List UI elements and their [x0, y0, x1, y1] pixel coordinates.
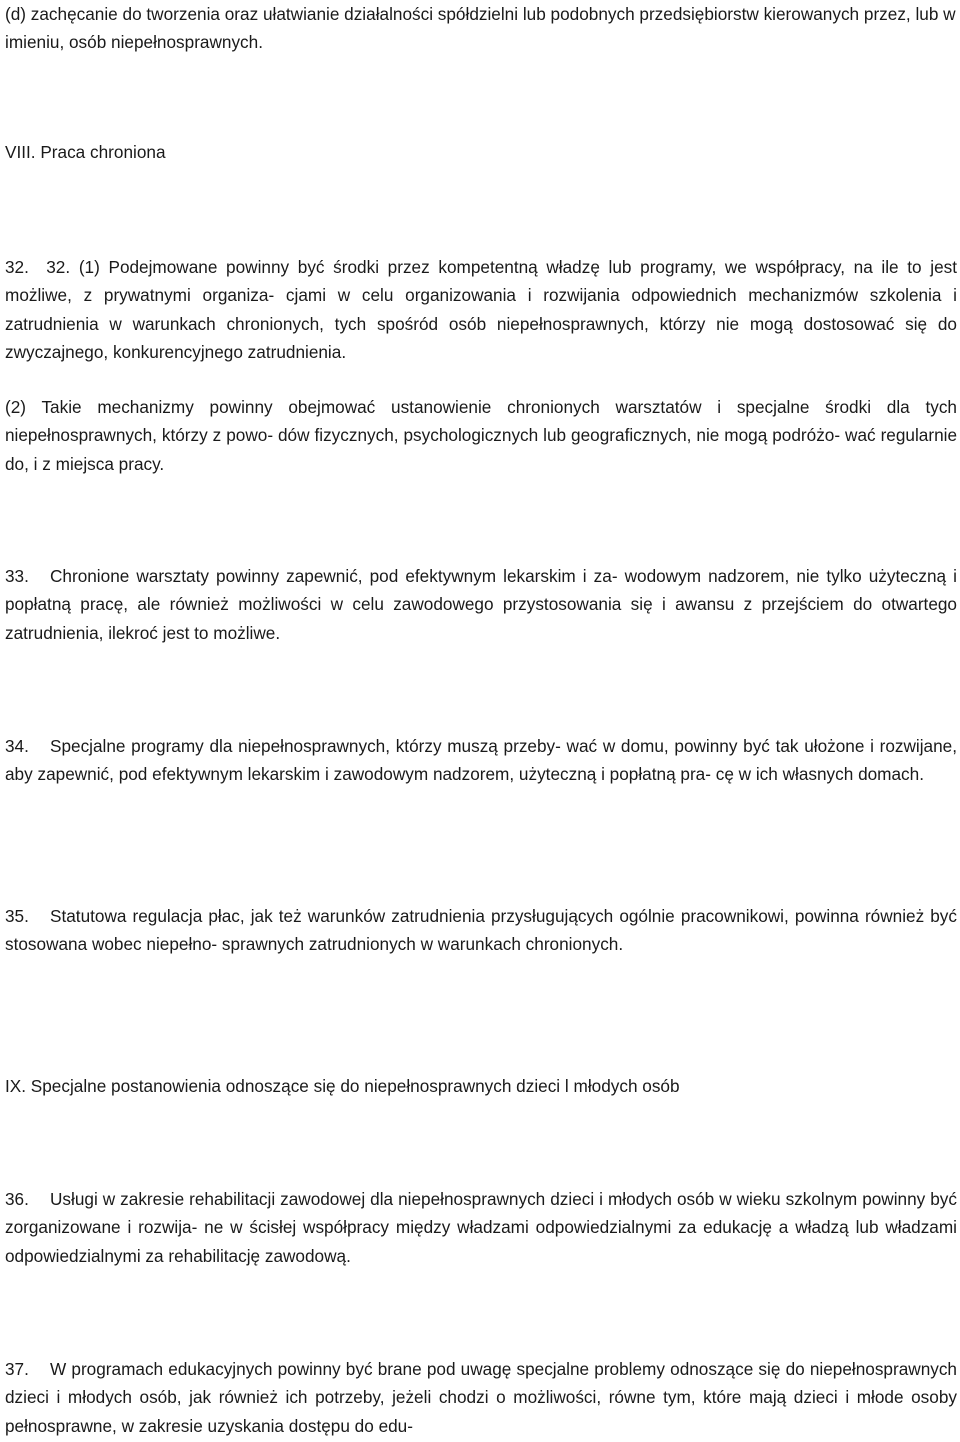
paragraph-36-text: Usługi w zakresie rehabilitacji zawodowej dla niepełnosprawnych dzieci i młodych osób w wieku szkolnym powinny być zorganizowane i rozwija- ne w ścisłej współpracy między władzami odpowiedzialnymi za edukację a władzą lub władzami odpowiedzialnymi za rehabilitację zawodową.	[5, 1189, 957, 1266]
paragraph-32-number: 32.	[46, 257, 71, 277]
paragraph-34-text: Specjalne programy dla niepełnosprawnych, którzy muszą przeby- wać w domu, powinny być tak ułożone i rozwijane, aby zapewnić, pod efektywnym lekarskim i zawodowym nadzorem, użyteczną i popłatną pra- cę w ich własnych domach.	[5, 736, 957, 785]
paragraph-33-text: Chronione warsztaty powinny zapewnić, pod efektywnym lekarskim i za- wodowym nadzorem, nie tylko użyteczną i popłatną pracę, ale również możliwości w celu zawodowego przystosowania się i awansu z przejściem do otwartego zatrudnienia, ilekroć jest to możliwe.	[5, 566, 957, 643]
paragraph-32-part-1-text: (1) Podejmowane powinny być środki przez kompetentną władzę lub programy, we współpracy, na ile to jest możliwe, z prywatnymi organiza- cjami w celu organizowania i rozwijania odpowiednich mechanizmów szkolenia i zatrudnienia w warunkach chronionych, tych spośród osób niepełnosprawnych, którzy nie mogą dostosować się do zwyczajnego, konkurencyjnego zatrudnienia.	[5, 257, 958, 363]
section-ix-heading: IX. Specjalne postanowienia odnoszące się do niepełnosprawnych dzieci l młodych osób	[5, 1076, 680, 1096]
paragraph-35-number: 35.	[5, 906, 29, 926]
paragraph-36	[5, 1185, 957, 1270]
paragraph-33	[5, 562, 957, 647]
paragraph-34-number: 34.	[5, 736, 29, 756]
paragraph-32-part-1	[5, 253, 957, 367]
intro-clause-d: (d) zachęcanie do tworzenia oraz ułatwianie działalności spółdzielni lub podobnych przedsiębiorstw kierowanych przez, lub w imieniu, osób niepełnosprawnych.	[5, 4, 956, 53]
paragraph-33-number: 33.	[5, 566, 29, 586]
paragraph-37-number: 37.	[5, 1359, 29, 1379]
paragraph-37-text: W programach edukacyjnych powinny być brane pod uwagę specjalne problemy odnoszące się do niepełnosprawnych dzieci i młodych osób, jak również ich potrzeby, jeżeli chodzi o możliwości, równe tym, które mają dzieci i młode osoby pełnosprawne, w zakresie uzyskania dostępu do edu-	[5, 1359, 957, 1436]
paragraph-37	[5, 1355, 957, 1440]
paragraph-34	[5, 732, 957, 789]
paragraph-35-text: Statutowa regulacja płac, jak też warunków zatrudnienia przysługujących ogólnie pracownikowi, powinna również być stosowana wobec niepełno- sprawnych zatrudnionych w warunkach chronionych.	[5, 906, 957, 955]
paragraph-36-number: 36.	[5, 1189, 29, 1209]
section-viii-heading: VIII. Praca chroniona	[5, 142, 166, 162]
paragraph-32-number-first: 32.	[5, 257, 29, 277]
paragraph-32-part-2: (2) Takie mechanizmy powinny obejmować ustanowienie chronionych warsztatów i specjalne środki dla tych niepełnosprawnych, którzy z powo- dów fizycznych, psychologicznych lub geograficznych, nie mogą podróżo- wać regularnie do, i z miejsca pracy.	[5, 397, 957, 474]
paragraph-35	[5, 902, 957, 959]
